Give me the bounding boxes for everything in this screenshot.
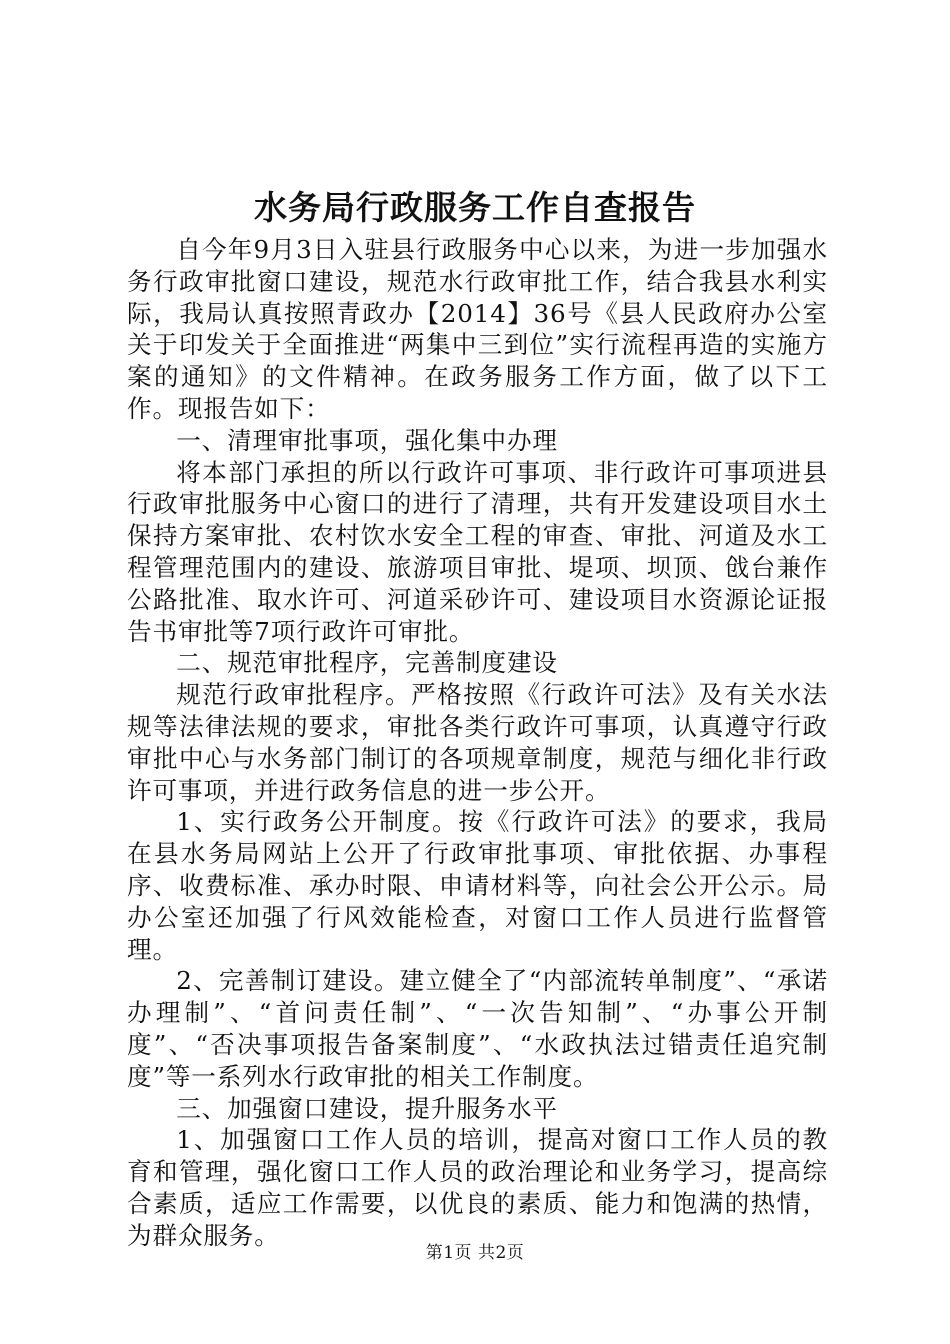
section-2-item-1: 1、实行政务公开制度。按《行政许可法》的要求，我局在县水务局网站上公开了行政审批事项、审批依据、办事程序、收费标准、承办时限、申请材料等，向社会公开公示。局办公室还加强了行风效能检查，对窗口工作人员进行监督管理。 (127, 807, 828, 964)
section-heading-1: 一、清理审批事项，强化集中办理 (176, 425, 558, 455)
document-title: 水务局行政服务工作自查报告 (254, 188, 696, 227)
section-2-paragraph: 规范行政审批程序。严格按照《行政许可法》及有关水法规等法律法规的要求，审批各类行政许可事项，认真遵守行政审批中心与水务部门制订的各项规章制度，规范与细化非行政许可事项，并进行政务信息的进一步公开。 (127, 680, 828, 805)
section-2-item-2: 2、完善制订建设。建立健全了“内部流转单制度”、“承诺办理制”、“首问责任制”、“一次告知制”、“办事公开制度”、“否决事项报告备案制度”、“水政执法过错责任追究制度”等一系列水行政审批的相关工作制度。 (127, 966, 828, 1091)
section-1-paragraph: 将本部门承担的所以行政许可事项、非行政许可事项进县行政审批服务中心窗口的进行了清理，共有开发建设项目水土保持方案审批、农村饮水安全工程的审查、审批、河道及水工程管理范围内的建设、旅游项目审批、堤项、坝顶、戗台兼作公路批准、取水许可、河道采砂许可、建设项目水资源论证报告书审批等7项行政许可审批。 (127, 457, 828, 646)
page-footer: 第1页 共2页 (425, 1243, 525, 1263)
section-3-item-1: 1、加强窗口工作人员的培训，提高对窗口工作人员的教育和管理，强化窗口工作人员的政治理论和业务学习，提高综合素质，适应工作需要，以优良的素质、能力和饱满的热情，为群众服务。 (127, 1125, 828, 1250)
document-body (127, 234, 828, 1252)
section-heading-3: 三、加强窗口建设，提升服务水平 (176, 1093, 558, 1123)
intro-paragraph: 自今年9月3日入驻县行政服务中心以来，为进一步加强水务行政审批窗口建设，规范水行政审批工作，结合我县水利实际，我局认真按照青政办【2014】36号《县人民政府办公室关于印发关于全面推进“两集中三到位”实行流程再造的实施方案的通知》的文件精神。在政务服务工作方面，做了以下工作。现报告如下： (127, 235, 828, 423)
section-heading-2: 二、规范审批程序，完善制度建设 (176, 648, 558, 678)
